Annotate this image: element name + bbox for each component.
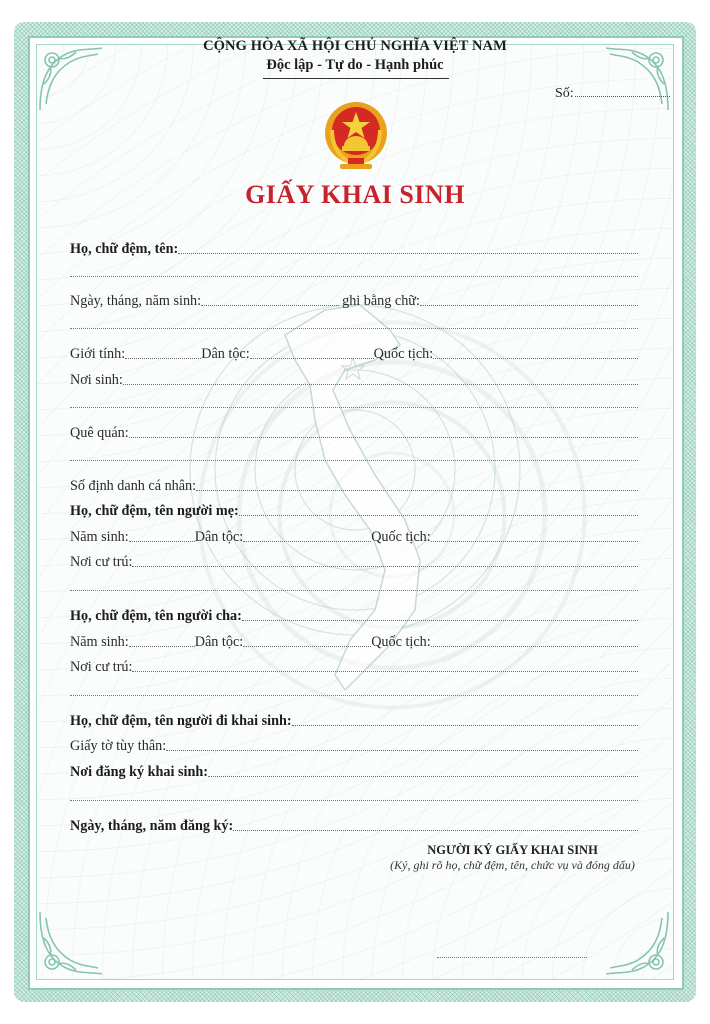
national-title: CỘNG HÒA XÃ HỘI CHỦ NGHĨA VIỆT NAM	[203, 38, 507, 54]
registration-date-label: Ngày, tháng, năm đăng ký:	[70, 818, 234, 834]
national-motto: Độc lập - Tự do - Hạnh phúc	[266, 57, 444, 73]
gender-field[interactable]	[125, 358, 201, 359]
father-birth-year-field[interactable]	[129, 646, 195, 647]
father-ethnicity-label: Dân tộc:	[194, 634, 244, 650]
mother-ethnicity-label: Dân tộc:	[194, 529, 244, 545]
document-title: GIẤY KHAI SINH	[245, 180, 465, 209]
place-of-birth-field[interactable]	[123, 384, 638, 385]
registration-place-continuation-field[interactable]	[70, 800, 638, 801]
ethnicity-field[interactable]	[250, 358, 374, 359]
motto-underline	[263, 78, 449, 79]
number-field[interactable]	[575, 86, 670, 97]
mother-name-row	[70, 500, 638, 520]
father-residence-row	[70, 656, 638, 676]
registration-place-row	[70, 761, 638, 781]
date-of-birth-label: Ngày, tháng, năm sinh:	[70, 293, 202, 309]
father-name-row	[70, 605, 638, 625]
signer-title: NGƯỜI KÝ GIẤY KHAI SINH	[427, 843, 598, 857]
mother-details-row	[70, 526, 638, 546]
certificate-number	[555, 86, 670, 102]
registration-place-label: Nơi đăng ký khai sinh:	[70, 764, 208, 780]
nationality-field[interactable]	[433, 358, 638, 359]
date-in-words-field[interactable]	[420, 305, 638, 306]
father-birth-year-label: Năm sinh:	[70, 634, 129, 650]
id-document-label: Giấy tờ tùy thân:	[70, 738, 167, 754]
date-of-birth-row	[70, 290, 638, 310]
mother-residence-row	[70, 551, 638, 571]
registration-date-row	[70, 815, 638, 835]
registration-place-field[interactable]	[208, 776, 638, 777]
id-document-field[interactable]	[166, 750, 638, 751]
father-name-field[interactable]	[242, 620, 638, 621]
corner-ornament-icon	[602, 908, 672, 978]
father-name-label: Họ, chữ đệm, tên người cha:	[70, 608, 242, 624]
nationality-label: Quốc tịch:	[373, 346, 434, 362]
id-document-row	[70, 735, 638, 755]
date-of-birth-field[interactable]	[201, 305, 339, 306]
mother-birth-year-label: Năm sinh:	[70, 529, 129, 545]
place-of-birth-row	[70, 369, 638, 389]
mother-ethnicity-field[interactable]	[243, 541, 371, 542]
gender-label: Giới tính:	[70, 346, 126, 362]
national-emblem-icon	[320, 100, 392, 172]
declarant-name-row	[70, 710, 638, 730]
declarant-name-label: Họ, chữ đệm, tên người đi khai sinh:	[70, 713, 292, 729]
mother-birth-year-field[interactable]	[129, 541, 195, 542]
personal-id-label: Số định danh cá nhân:	[70, 478, 197, 494]
father-residence-field[interactable]	[132, 671, 638, 672]
personal-id-field[interactable]	[196, 490, 638, 491]
signer-instructions: (Ký, ghi rõ họ, chữ đệm, tên, chức vụ và đóng dấu)	[390, 858, 635, 872]
father-ethnicity-field[interactable]	[243, 646, 371, 647]
full-name-label: Họ, chữ đệm, tên:	[70, 241, 179, 257]
corner-ornament-icon	[36, 908, 106, 978]
father-residence-continuation-field[interactable]	[70, 695, 638, 696]
personal-id-row	[70, 475, 638, 495]
ethnicity-label: Dân tộc:	[201, 346, 250, 362]
father-nationality-label: Quốc tịch:	[371, 634, 431, 650]
full-name-row	[70, 238, 638, 258]
hometown-field[interactable]	[129, 437, 638, 438]
mother-residence-continuation-field[interactable]	[70, 590, 638, 591]
mother-nationality-label: Quốc tịch:	[371, 529, 431, 545]
father-details-row	[70, 631, 638, 651]
mother-name-field[interactable]	[239, 515, 638, 516]
date-in-words-continuation-field[interactable]	[70, 328, 638, 329]
date-in-words-label: ghi bằng chữ:	[342, 293, 420, 309]
full-name-field[interactable]	[178, 253, 638, 254]
hometown-row	[70, 422, 638, 442]
hometown-label: Quê quán:	[70, 425, 129, 441]
hometown-continuation-field[interactable]	[70, 460, 638, 461]
declarant-name-field[interactable]	[292, 725, 638, 726]
mother-residence-label: Nơi cư trú:	[70, 554, 133, 570]
father-nationality-field[interactable]	[431, 646, 638, 647]
place-of-birth-label: Nơi sinh:	[70, 372, 123, 388]
number-label: Số:	[555, 86, 574, 101]
father-residence-label: Nơi cư trú:	[70, 659, 133, 675]
mother-nationality-field[interactable]	[431, 541, 638, 542]
mother-residence-field[interactable]	[132, 566, 638, 567]
gender-ethnicity-nationality-row	[70, 343, 638, 363]
full-name-continuation-field[interactable]	[70, 276, 638, 277]
signature-field[interactable]	[437, 957, 587, 958]
registration-date-field[interactable]	[233, 830, 638, 831]
place-of-birth-continuation-field[interactable]	[70, 407, 638, 408]
mother-name-label: Họ, chữ đệm, tên người mẹ:	[70, 503, 239, 519]
